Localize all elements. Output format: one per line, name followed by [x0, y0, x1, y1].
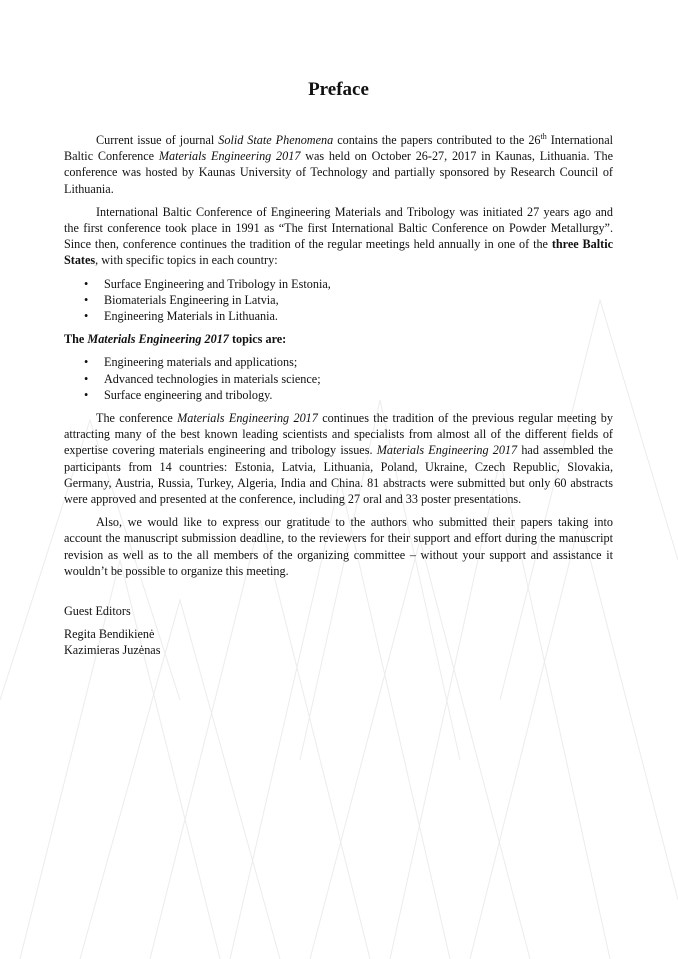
topics-list — [64, 354, 613, 403]
conference-name: Materials Engineering 2017 — [158, 149, 301, 164]
text-run: , with specific topics in each country: — [95, 253, 278, 268]
text-run: was held on October 26-27, 2017 in Kaunas, Lithuania. The conference was hosted by Kaunas University of Technology and partially sponsored by Research Council of Lithuania. — [64, 149, 613, 196]
baltic-states-emphasis: three Baltic States — [64, 237, 613, 268]
list-item-text: Engineering Materials in Lithuania. — [104, 309, 278, 324]
intro-paragraph — [64, 132, 613, 197]
text-run: The — [64, 332, 88, 347]
conference-name: Materials Engineering 2017 — [376, 443, 518, 458]
countries-list — [64, 276, 613, 325]
list-item — [64, 292, 613, 308]
list-item-text: Surface Engineering and Tribology in Estonia, — [104, 276, 331, 291]
text-run: had assembled the participants from 14 countries: Estonia, Latvia, Lithuania, Poland, Ukraine, Czech Republic, Slovakia, Germany, Austria, Russia, Turkey, Algeria, India and China. 81 abstracts were submitted but only 60 abstracts were approved and presented at the conference, including 27 oral and 33 poster presentations. — [64, 443, 613, 507]
list-item — [64, 276, 613, 292]
text-run: The conference — [96, 411, 178, 426]
text-run: contains the papers contributed to the — [333, 133, 529, 147]
journal-name: Solid State Phenomena — [218, 133, 334, 147]
text-run: International Baltic Conference — [64, 133, 614, 164]
text-run: topics are: — [228, 332, 287, 347]
list-item — [64, 308, 613, 324]
page-title: Preface — [308, 79, 369, 100]
document-page — [64, 78, 613, 659]
list-item-text: Engineering materials and applications; — [104, 355, 298, 370]
participants-paragraph — [64, 410, 613, 507]
bullet-icon: • — [84, 309, 89, 324]
conference-name: Materials Engineering 2017 — [87, 332, 229, 347]
text-run: International Baltic Conference of Engineering Materials and Tribology was initiated 27 years ago and the first conference took place in 1991 as “The first International Baltic Conference on Powder Metallurgy”. Since then, conference continues the tradition of the regular meetings held annually in one of the — [64, 204, 613, 252]
bullet-icon: • — [84, 371, 89, 386]
list-item-text: Surface engineering and tribology. — [104, 387, 273, 402]
list-item — [64, 371, 613, 387]
list-item-text: Advanced technologies in materials science; — [104, 371, 321, 386]
editor-name: Regita Bendikienė — [64, 627, 155, 642]
bullet-icon: • — [84, 276, 89, 291]
bullet-icon: • — [84, 387, 89, 402]
list-item — [64, 354, 613, 370]
topics-heading — [64, 331, 613, 347]
conference-name: Materials Engineering 2017 — [177, 411, 318, 426]
history-paragraph — [64, 204, 613, 269]
guest-editors-label: Guest Editors — [64, 604, 131, 619]
text-run: Current issue of journal — [96, 133, 219, 147]
ordinal-number: 26 — [528, 133, 541, 147]
ordinal-suffix: th — [540, 131, 547, 141]
bullet-icon: • — [84, 292, 89, 307]
text-run: continues the tradition of the previous regular meeting by attracting many of the best known leading scientists and specialists from almost all of the different fields of expertise covering materials engineering and tribology issues. — [64, 411, 613, 458]
list-item-text: Biomaterials Engineering in Latvia, — [104, 292, 279, 307]
editor-name: Kazimieras Juzėnas — [64, 643, 161, 658]
bullet-icon: • — [84, 355, 89, 370]
list-item — [64, 387, 613, 403]
gratitude-paragraph: Also, we would like to express our gratitude to the authors who submitted their papers taking into account the manuscript submission deadline, to the reviewers for their support and effort during the manuscript revision as well as to the all members of the organizing committee – without your support and assistance it wouldn’t be possible to organize this meeting. — [64, 515, 613, 578]
